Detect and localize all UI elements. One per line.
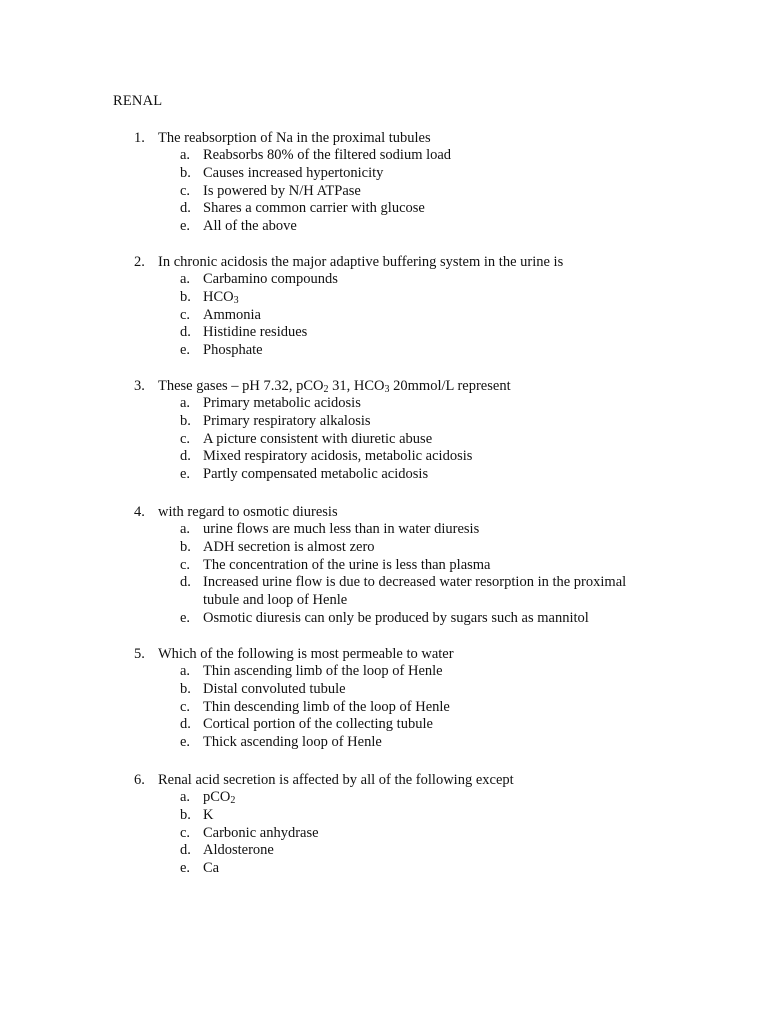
question-text: Renal acid secretion is affected by all of the following except [158,772,514,788]
question-number: 3. [134,378,145,394]
option-letter: d. [180,448,191,465]
subscript: 3 [384,384,390,395]
question-number: 6. [134,772,145,788]
question-stem [0,645,768,663]
option-text: Shares a common carrier with glucose [203,200,425,217]
option-a [0,521,768,539]
option-a [0,271,768,289]
option-text: Causes increased hypertonicity [203,164,384,181]
option-letter: d. [180,200,191,217]
question-text: Which of the following is most permeable to water [158,646,454,662]
option-b [0,165,768,183]
option-a [0,789,768,807]
option-text: Partly compensated metabolic acidosis [203,466,429,483]
option-letter: c. [180,306,191,323]
option-text: All of the above [203,218,297,235]
option-d [0,448,768,466]
document-title: RENAL [113,93,163,109]
option-text: urine flows are much less than in water diuresis [203,521,480,537]
question-number: 5. [134,646,145,662]
option-e [0,734,768,752]
option-text: Carbonic anhydrase [203,824,319,841]
question-text: The reabsorption of Na in the proximal tubules [158,130,431,146]
option-e [0,860,768,878]
subscript: 2 [230,795,236,806]
option-text: Osmotic diuresis can only be produced by sugars such as mannitol [203,609,589,626]
option-letter: c. [180,698,191,715]
question-text: In chronic acidosis the major adaptive buffering system in the urine is [158,254,564,270]
question-2 [0,253,768,360]
option-letter: a. [180,271,191,287]
text-part: These gases – pH 7.32, pCO [158,378,324,394]
option-text: Ammonia [203,306,261,323]
option-text: The concentration of the urine is less than plasma [203,556,491,573]
option-text: Increased urine flow is due to decreased water resorption in the proximal tubule and loop of Henle [203,574,627,609]
question-1 [0,129,768,236]
option-letter: a. [180,789,191,805]
option-text: Distal convoluted tubule [203,680,346,697]
option-letter: b. [180,806,191,823]
option-text: Mixed respiratory acidosis, metabolic acidosis [203,448,473,465]
option-letter: e. [180,860,191,877]
question-text [158,377,511,395]
option-text: Thick ascending loop of Henle [203,734,382,751]
option-letter: c. [180,430,191,447]
option-letter: d. [180,842,191,859]
option-c [0,307,768,325]
option-letter: c. [180,182,191,199]
option-b [0,539,768,557]
option-e [0,466,768,484]
option-letter: a. [180,663,191,679]
option-letter: e. [180,609,191,626]
option-text [203,289,648,307]
formula-text: pCO [203,789,231,805]
option-text: A picture consistent with diuretic abuse [203,430,433,447]
question-stem [0,129,768,147]
option-letter: c. [180,556,191,573]
option-e [0,342,768,360]
question-number: 1. [134,130,145,146]
option-d [0,200,768,218]
option-letter: b. [180,288,191,305]
option-letter: d. [180,324,191,341]
question-stem [0,377,768,395]
option-c [0,183,768,201]
option-c [0,699,768,717]
option-b [0,807,768,825]
option-e [0,610,768,628]
text-part: 20mmol/L represent [389,378,511,394]
question-stem [0,771,768,789]
option-d [0,842,768,860]
question-4 [0,503,768,628]
option-b [0,681,768,699]
option-text: Histidine residues [203,324,308,341]
option-b [0,413,768,431]
option-text: K [203,806,214,823]
option-text: Ca [203,860,220,877]
option-letter: a. [180,395,191,411]
option-d [0,574,768,610]
option-text: Phosphate [203,342,263,359]
question-number: 4. [134,504,145,520]
option-b [0,289,768,307]
option-letter: d. [180,716,191,733]
option-text: Carbamino compounds [203,271,338,287]
option-text: Primary metabolic acidosis [203,395,361,411]
option-text [203,789,648,807]
text-part: 31, HCO [328,378,385,394]
option-c [0,825,768,843]
question-text: with regard to osmotic diuresis [158,504,338,520]
question-3 [0,377,768,484]
option-a [0,395,768,413]
option-text: Is powered by N/H ATPase [203,182,361,199]
question-6 [0,771,768,878]
option-letter: a. [180,147,191,163]
subscript: 2 [323,384,329,395]
option-letter: b. [180,680,191,697]
option-text: ADH secretion is almost zero [203,538,375,555]
option-a [0,663,768,681]
option-letter: b. [180,538,191,555]
option-letter: c. [180,824,191,841]
option-c [0,431,768,449]
option-text: Aldosterone [203,842,274,859]
option-letter: e. [180,734,191,751]
option-text: Cortical portion of the collecting tubule [203,716,433,733]
option-d [0,324,768,342]
option-text: Reabsorbs 80% of the filtered sodium load [203,147,452,163]
option-letter: a. [180,521,191,537]
option-letter: e. [180,466,191,483]
question-stem [0,253,768,271]
option-c [0,557,768,575]
option-text: Thin ascending limb of the loop of Henle [203,663,443,679]
subscript: 3 [233,294,239,306]
option-text: Thin descending limb of the loop of Henle [203,698,450,715]
option-letter: e. [180,342,191,359]
option-d [0,716,768,734]
option-letter: b. [180,164,191,181]
option-text: Primary respiratory alkalosis [203,412,371,429]
option-letter: d. [180,574,191,591]
question-number: 2. [134,254,145,270]
option-letter: b. [180,412,191,429]
question-stem [0,503,768,521]
option-e [0,218,768,236]
option-letter: e. [180,218,191,235]
question-5 [0,645,768,752]
option-a [0,147,768,165]
formula-text: HCO [203,288,234,305]
